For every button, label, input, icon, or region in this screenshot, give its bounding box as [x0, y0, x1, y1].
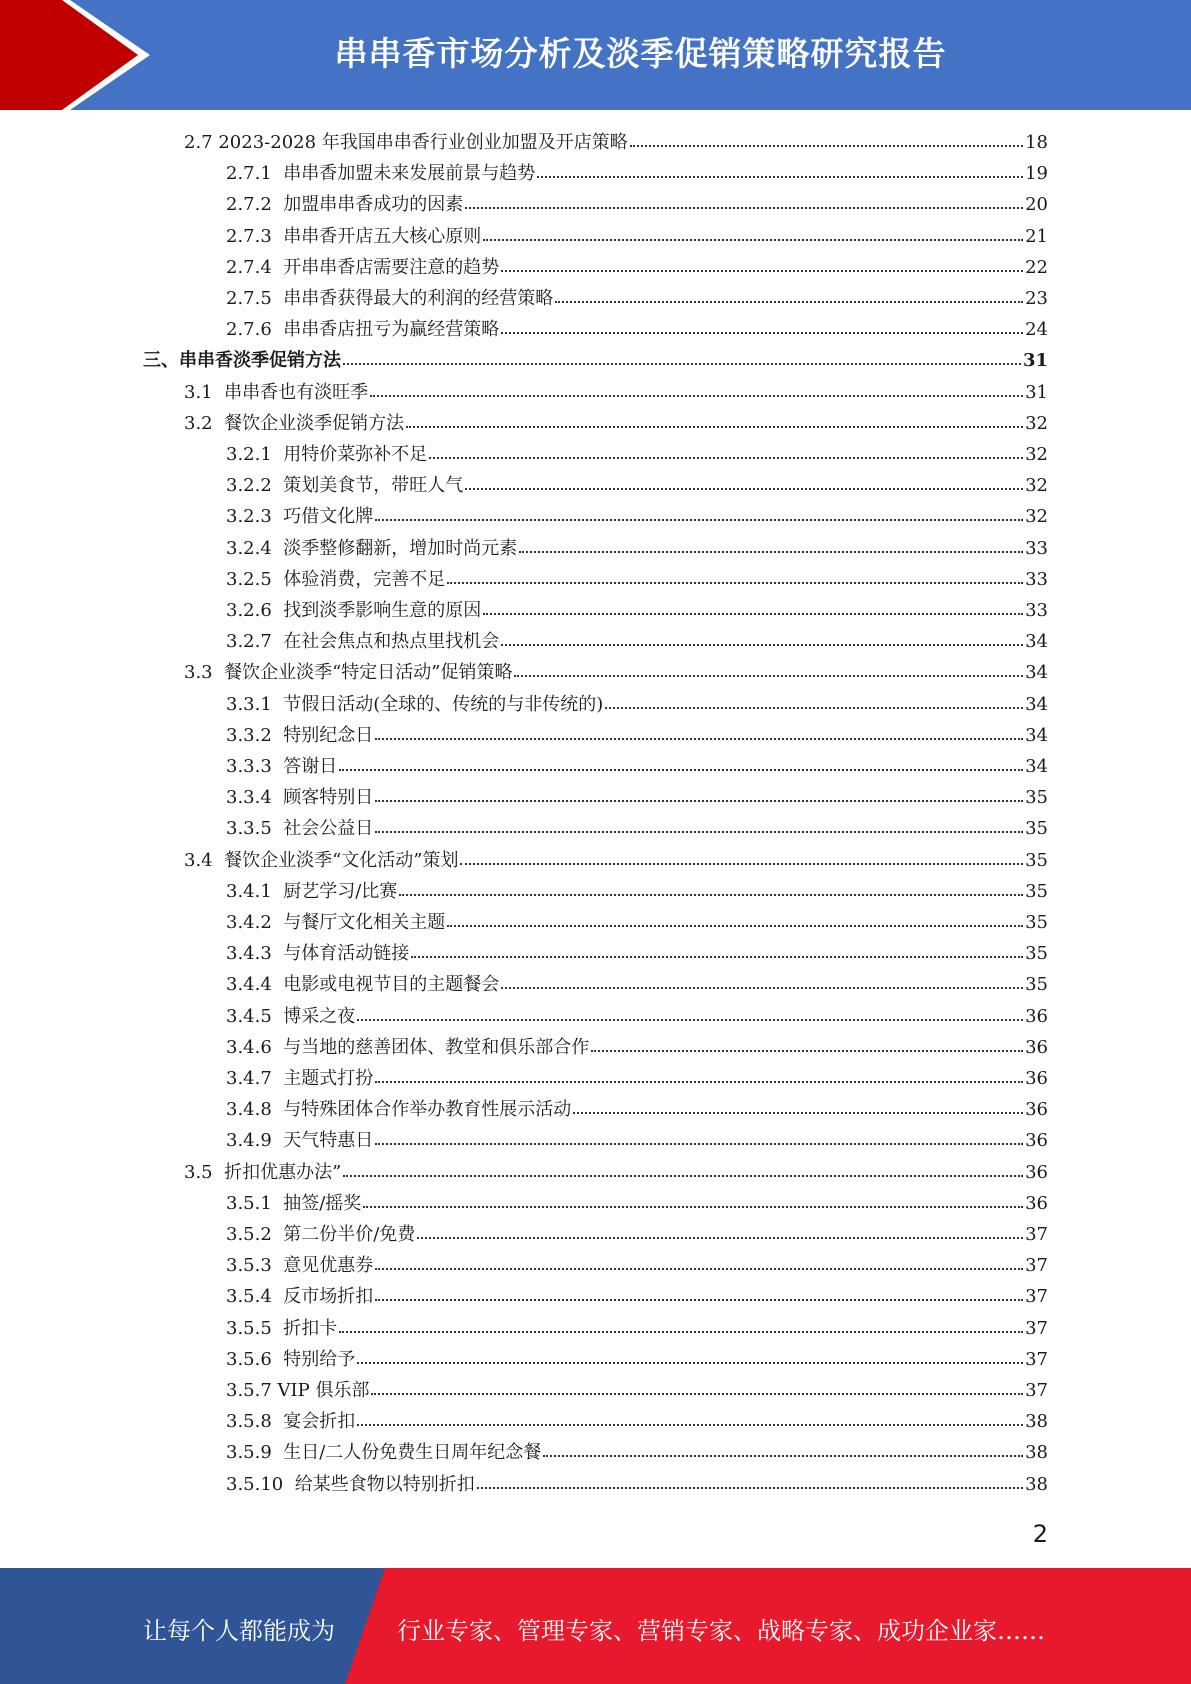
toc-dot-leader — [630, 135, 1023, 147]
toc-entry[interactable] — [226, 1345, 1048, 1375]
toc-entry-title: 3.5.8 宴会折扣 — [226, 1411, 356, 1433]
toc-entry-page: 18 — [1025, 132, 1048, 153]
toc-entry[interactable] — [226, 1220, 1048, 1250]
toc-entry-title: 3.2.1 用特价菜弥补不足 — [226, 444, 428, 465]
toc-entry-page: 38 — [1025, 1411, 1048, 1433]
toc-entry-title: 3.2.7 在社会焦点和热点里找机会 — [226, 631, 500, 653]
toc-entry[interactable] — [226, 1002, 1048, 1032]
toc-entry-title: 三、串串香淡季促销方法 — [143, 350, 341, 372]
toc-entry-title: 3.5.4 反市场折扣 — [226, 1286, 374, 1308]
toc-dot-leader — [514, 665, 1023, 677]
toc-dot-leader — [573, 1102, 1023, 1114]
toc-entry[interactable] — [226, 877, 1048, 907]
toc-dot-leader — [411, 946, 1023, 958]
toc-entry-page: 35 — [1025, 974, 1048, 996]
toc-dot-leader — [465, 478, 1023, 490]
toc-dot-leader — [375, 728, 1023, 740]
toc-dot-leader — [339, 759, 1023, 771]
toc-dot-leader — [465, 197, 1023, 209]
toc-entry[interactable] — [226, 627, 1048, 657]
toc-entry-page: 36 — [1025, 1068, 1048, 1089]
toc-entry[interactable] — [226, 1438, 1048, 1468]
toc-entry[interactable] — [184, 409, 1048, 439]
toc-entry-page: 34 — [1025, 631, 1048, 653]
toc-entry[interactable] — [226, 159, 1048, 189]
toc-entry[interactable] — [226, 1189, 1048, 1219]
toc-entry-title: 3.5.10 给某些食物以特别折扣 — [226, 1473, 475, 1495]
toc-entry-page: 37 — [1025, 1348, 1048, 1370]
toc-entry[interactable] — [226, 814, 1048, 844]
toc-entry-page: 36 — [1025, 1130, 1048, 1152]
toc-entry-title: 3.3.1 节假日活动(全球的、传统的与非传统的) — [226, 693, 604, 715]
toc-dot-leader — [605, 697, 1023, 709]
toc-entry[interactable] — [143, 346, 1048, 376]
toc-entry-title: 3.5.5 折扣卡 — [226, 1317, 338, 1339]
footer-slogan-left: 让每个人都能成为 — [143, 1617, 335, 1645]
toc-entry-title: 3.5.3 意见优惠券 — [226, 1255, 374, 1277]
toc-entry[interactable] — [226, 596, 1048, 626]
toc-entry[interactable] — [226, 752, 1048, 782]
page-number: 2 — [1032, 1520, 1048, 1548]
toc-entry-page: 37 — [1025, 1317, 1048, 1339]
toc-entry-page: 33 — [1025, 600, 1048, 621]
toc-entry[interactable] — [226, 253, 1048, 283]
toc-entry-title: 3.3.3 答谢日 — [226, 756, 338, 777]
toc-entry-title: 3.4.6 与当地的慈善团体、教堂和俱乐部合作 — [226, 1036, 590, 1058]
toc-entry-title: 3.4.3 与体育活动链接 — [226, 943, 410, 965]
toc-entry-page: 32 — [1025, 506, 1048, 528]
toc-entry-title: 3.4.9 天气特惠日 — [226, 1130, 374, 1152]
toc-entry-title: 3.5.7 VIP 俱乐部 — [226, 1380, 370, 1401]
toc-entry-page: 35 — [1025, 880, 1048, 902]
toc-entry[interactable] — [184, 1158, 1048, 1188]
toc-entry[interactable] — [226, 1033, 1048, 1063]
toc-entry-title: 2.7.2 加盟串串香成功的因素 — [226, 194, 464, 216]
toc-entry-title: 2.7 2023-2028 年我国串串香行业创业加盟及开店策略 — [184, 132, 628, 153]
toc-entry-page: 36 — [1025, 1192, 1048, 1214]
toc-entry-page: 34 — [1025, 756, 1048, 777]
toc-dot-leader — [501, 634, 1023, 646]
toc-entry-page: 36 — [1025, 1099, 1048, 1121]
toc-dot-leader — [429, 447, 1023, 459]
toc-entry-title: 3.4 餐饮企业淡季“文化活动”策划 — [184, 849, 459, 871]
toc-entry[interactable] — [184, 128, 1048, 158]
toc-entry[interactable] — [226, 1126, 1048, 1156]
toc-entry-page: 34 — [1025, 662, 1048, 684]
toc-entry-page: 37 — [1025, 1380, 1048, 1401]
toc-entry-page: 35 — [1025, 787, 1048, 809]
toc-entry-title: 3.4.8 与特殊团体合作举办教育性展示活动 — [226, 1099, 572, 1121]
toc-entry[interactable] — [184, 378, 1048, 408]
toc-dot-leader — [543, 1445, 1023, 1457]
toc-entry-page: 32 — [1025, 412, 1048, 434]
toc-entry-title: 3.4.2 与餐厅文化相关主题 — [226, 912, 446, 933]
toc-entry[interactable] — [184, 846, 1048, 876]
toc-entry[interactable] — [226, 690, 1048, 720]
toc-entry[interactable] — [226, 908, 1048, 938]
toc-dot-leader — [477, 1477, 1023, 1489]
toc-entry[interactable] — [226, 1251, 1048, 1281]
toc-dot-leader — [417, 1227, 1023, 1239]
toc-entry[interactable] — [226, 440, 1048, 470]
toc-dot-leader — [501, 977, 1023, 989]
toc-entry-title: 3.2 餐饮企业淡季促销方法 — [184, 412, 405, 434]
toc-entry-page: 32 — [1025, 444, 1048, 465]
toc-dot-leader — [339, 1321, 1023, 1333]
toc-entry[interactable] — [226, 315, 1048, 345]
toc-entry-title: 3.4.5 博采之夜 — [226, 1005, 356, 1027]
toc-dot-leader — [501, 260, 1023, 272]
toc-dot-leader — [375, 1289, 1023, 1301]
toc-entry-page: 36 — [1025, 1161, 1048, 1183]
footer-slogan-right: 行业专家、管理专家、营销专家、战略专家、成功企业家…… — [397, 1617, 1045, 1645]
toc-dot-leader — [357, 1414, 1023, 1426]
toc-entry-page: 35 — [1025, 943, 1048, 965]
toc-dot-leader — [519, 541, 1023, 553]
toc-entry-page: 37 — [1025, 1224, 1048, 1245]
toc-dot-leader — [343, 1165, 1023, 1177]
toc-dot-leader — [357, 1352, 1023, 1364]
toc-entry[interactable] — [226, 783, 1048, 813]
toc-dot-leader — [537, 166, 1023, 178]
toc-dot-leader — [371, 1383, 1023, 1395]
toc-dot-leader — [501, 322, 1023, 334]
toc-entry[interactable] — [226, 565, 1048, 595]
toc-dot-leader — [460, 853, 1023, 865]
toc-entry-title: 3.1 串串香也有淡旺季 — [184, 381, 369, 403]
toc-dot-leader — [483, 603, 1023, 615]
toc-entry-page: 33 — [1025, 568, 1048, 590]
toc-entry-page: 21 — [1025, 225, 1048, 247]
toc-entry[interactable] — [226, 970, 1048, 1000]
toc-entry-page: 31 — [1022, 350, 1048, 372]
toc-entry-title: 3.4.7 主题式打扮 — [226, 1068, 374, 1089]
toc-dot-leader — [363, 1196, 1023, 1208]
toc-entry-title: 3.3.5 社会公益日 — [226, 818, 374, 840]
toc-entry-title: 3.3.2 特别纪念日 — [226, 724, 374, 746]
toc-entry-title: 2.7.5 串串香获得最大的利润的经营策略 — [226, 288, 554, 309]
toc-entry[interactable] — [226, 190, 1048, 220]
toc-entry[interactable] — [226, 1376, 1048, 1406]
toc-entry-page: 35 — [1025, 818, 1048, 840]
toc-entry-title: 2.7.6 串串香店扭亏为赢经营策略 — [226, 319, 500, 341]
toc-entry-title: 3.5 折扣优惠办法” — [184, 1161, 342, 1183]
toc-dot-leader — [375, 821, 1023, 833]
toc-entry-page: 19 — [1025, 163, 1048, 185]
toc-entry[interactable] — [226, 1314, 1048, 1344]
toc-entry-page: 35 — [1025, 912, 1048, 933]
toc-entry-page: 38 — [1025, 1473, 1048, 1495]
toc-dot-leader — [375, 509, 1023, 521]
toc-entry-page: 23 — [1025, 288, 1048, 309]
toc-entry[interactable] — [226, 284, 1048, 314]
toc-dot-leader — [555, 291, 1023, 303]
toc-entry-title: 3.2.3 巧借文化牌 — [226, 506, 374, 528]
toc-dot-leader — [591, 1040, 1023, 1052]
toc-entry-title: 3.5.9 生日/二人份免费生日周年纪念餐 — [226, 1442, 542, 1464]
page-footer — [0, 1568, 1191, 1684]
toc-entry-title: 3.5.6 特别给予 — [226, 1348, 356, 1370]
toc-entry-page: 33 — [1025, 537, 1048, 559]
toc-entry[interactable] — [226, 1470, 1048, 1500]
toc-dot-leader — [375, 1133, 1023, 1145]
toc-entry-page: 32 — [1025, 475, 1048, 497]
toc-entry-page: 24 — [1025, 319, 1048, 341]
document-title: 串串香市场分析及淡季促销策略研究报告 — [334, 34, 947, 73]
toc-entry-page: 37 — [1025, 1286, 1048, 1308]
toc-entry-page: 36 — [1025, 1005, 1048, 1027]
toc-entry-title: 3.2.4 淡季整修翻新，增加时尚元素 — [226, 537, 518, 559]
toc-entry-page: 34 — [1025, 724, 1048, 746]
toc-dot-leader — [375, 1258, 1023, 1270]
toc-dot-leader — [406, 416, 1023, 428]
toc-entry-title: 3.4.1 厨艺学习/比赛 — [226, 880, 398, 902]
toc-entry-page: 22 — [1025, 256, 1048, 278]
toc-entry-page: 31 — [1025, 381, 1048, 403]
toc-entry[interactable] — [184, 658, 1048, 688]
toc-entry-title: 3.5.1 抽签/摇奖 — [226, 1192, 362, 1214]
toc-entry[interactable] — [226, 1095, 1048, 1125]
toc-entry-title: 3.4.4 电影或电视节目的主题餐会 — [226, 974, 500, 996]
toc-dot-leader — [375, 1071, 1023, 1083]
toc-entry-title: 3.3 餐饮企业淡季“特定日活动”促销策略 — [184, 662, 513, 684]
toc-entry-page: 34 — [1025, 693, 1048, 715]
toc-entry-title: 3.2.2 策划美食节，带旺人气 — [226, 475, 464, 497]
toc-entry-title: 2.7.4 开串串香店需要注意的趋势 — [226, 256, 500, 278]
toc-dot-leader — [399, 884, 1023, 896]
toc-dot-leader — [357, 1009, 1023, 1021]
toc-entry-title: 3.2.5 体验消费，完善不足 — [226, 568, 446, 590]
toc-dot-leader — [370, 385, 1023, 397]
toc-entry-title: 3.2.6 找到淡季影响生意的原因 — [226, 600, 482, 621]
toc-entry-page: 37 — [1025, 1255, 1048, 1277]
toc-entry[interactable] — [226, 502, 1048, 532]
toc-entry[interactable] — [226, 939, 1048, 969]
toc-entry-title: 3.3.4 顾客特别日 — [226, 787, 374, 809]
page-header — [0, 0, 1191, 110]
toc-entry[interactable] — [226, 534, 1048, 564]
toc-entry-page: 35 — [1025, 849, 1048, 871]
toc-dot-leader — [375, 790, 1023, 802]
toc-entry-title: 2.7.3 串串香开店五大核心原则 — [226, 225, 482, 247]
toc-entry[interactable] — [226, 1407, 1048, 1437]
toc-dot-leader — [483, 229, 1023, 241]
toc-entry[interactable] — [226, 471, 1048, 501]
toc-entry-title: 3.5.2 第二份半价/免费 — [226, 1224, 416, 1245]
toc-entry[interactable] — [226, 1282, 1048, 1312]
toc-entry-title: 2.7.1 串串香加盟未来发展前景与趋势 — [226, 163, 536, 185]
toc-entry-page: 20 — [1025, 194, 1048, 216]
toc-entry-page: 38 — [1025, 1442, 1048, 1464]
toc-dot-leader — [343, 353, 1021, 365]
toc-entry[interactable] — [226, 1064, 1048, 1094]
toc-entry-page: 36 — [1025, 1036, 1048, 1058]
toc-entry[interactable] — [226, 222, 1048, 252]
toc-dot-leader — [447, 915, 1023, 927]
toc-entry[interactable] — [226, 721, 1048, 751]
toc-dot-leader — [447, 572, 1023, 584]
